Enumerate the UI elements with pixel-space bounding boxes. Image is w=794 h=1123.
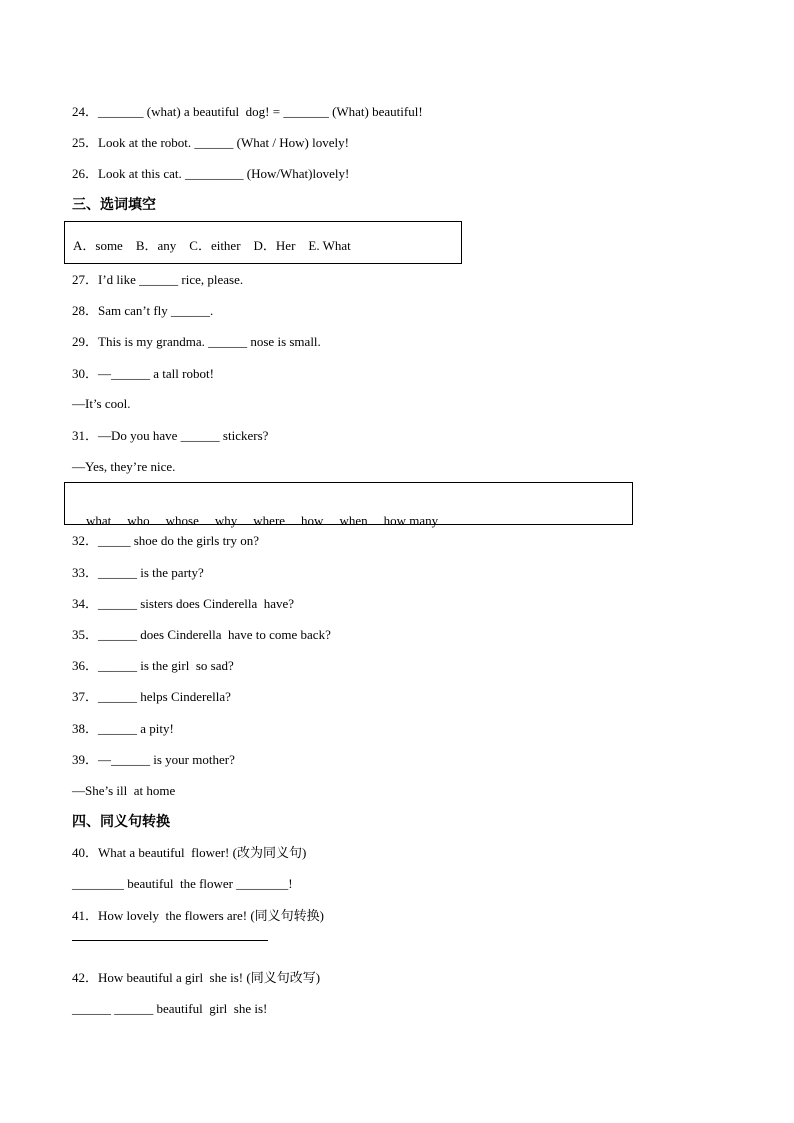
q38: 38．______ a pity!	[72, 721, 174, 736]
word-item: where	[253, 513, 286, 528]
word-item: how many	[383, 513, 439, 528]
q39-reply: —She’s ill at home	[72, 783, 176, 798]
word-item: what	[86, 513, 112, 528]
q34: 34．______ sisters does Cinderella have?	[72, 596, 295, 611]
section-four-heading: 四、同义句转换	[72, 815, 170, 830]
word-box	[64, 482, 633, 528]
section-three-heading: 三、选词填空	[72, 198, 156, 213]
q25: 25．Look at the robot. ______ (What / How) lovely!	[72, 135, 349, 150]
option-list: A．some B．any C．either D．Her E. What	[73, 238, 351, 253]
q35: 35．______ does Cinderella have to come back?	[72, 627, 331, 642]
q28: 28．Sam can’t fly ______.	[72, 303, 214, 318]
q40: 40．What a beautiful flower! (改为同义句)	[72, 845, 307, 860]
q26: 26．Look at this cat. _________ (How/What)lovely!	[72, 166, 350, 181]
q41-answer-line	[72, 940, 268, 941]
q29: 29．This is my grandma. ______ nose is small.	[72, 334, 321, 349]
q31-reply: —Yes, they’re nice.	[72, 459, 176, 474]
q41: 41．How lovely the flowers are! (同义句转换)	[72, 908, 324, 923]
word-item: whose	[165, 513, 199, 528]
word-item: when	[339, 513, 368, 528]
q33: 33．______ is the party?	[72, 565, 204, 580]
q30-reply: —It’s cool.	[72, 396, 131, 411]
q42: 42．How beautiful a girl she is! (同义句改写)	[72, 970, 321, 985]
q31: 31．—Do you have ______ stickers?	[72, 428, 269, 443]
option-box	[64, 221, 462, 264]
q32: 32．_____ shoe do the girls try on?	[72, 533, 260, 548]
q30: 30．—______ a tall robot!	[72, 366, 214, 381]
q42-answer: ______ ______ beautiful girl she is!	[72, 1001, 268, 1016]
q37: 37．______ helps Cinderella?	[72, 689, 231, 704]
word-item: who	[127, 513, 150, 528]
q27: 27．I’d like ______ rice, please.	[72, 272, 244, 287]
q36: 36．______ is the girl so sad?	[72, 658, 234, 673]
word-item: how	[301, 513, 324, 528]
q24: 24．_______ (what) a beautiful dog! = _______ (What) beautiful!	[72, 104, 423, 119]
q39: 39．—______ is your mother?	[72, 752, 235, 767]
q40-answer: ________ beautiful the flower ________!	[72, 876, 293, 891]
word-item: why	[214, 513, 238, 528]
